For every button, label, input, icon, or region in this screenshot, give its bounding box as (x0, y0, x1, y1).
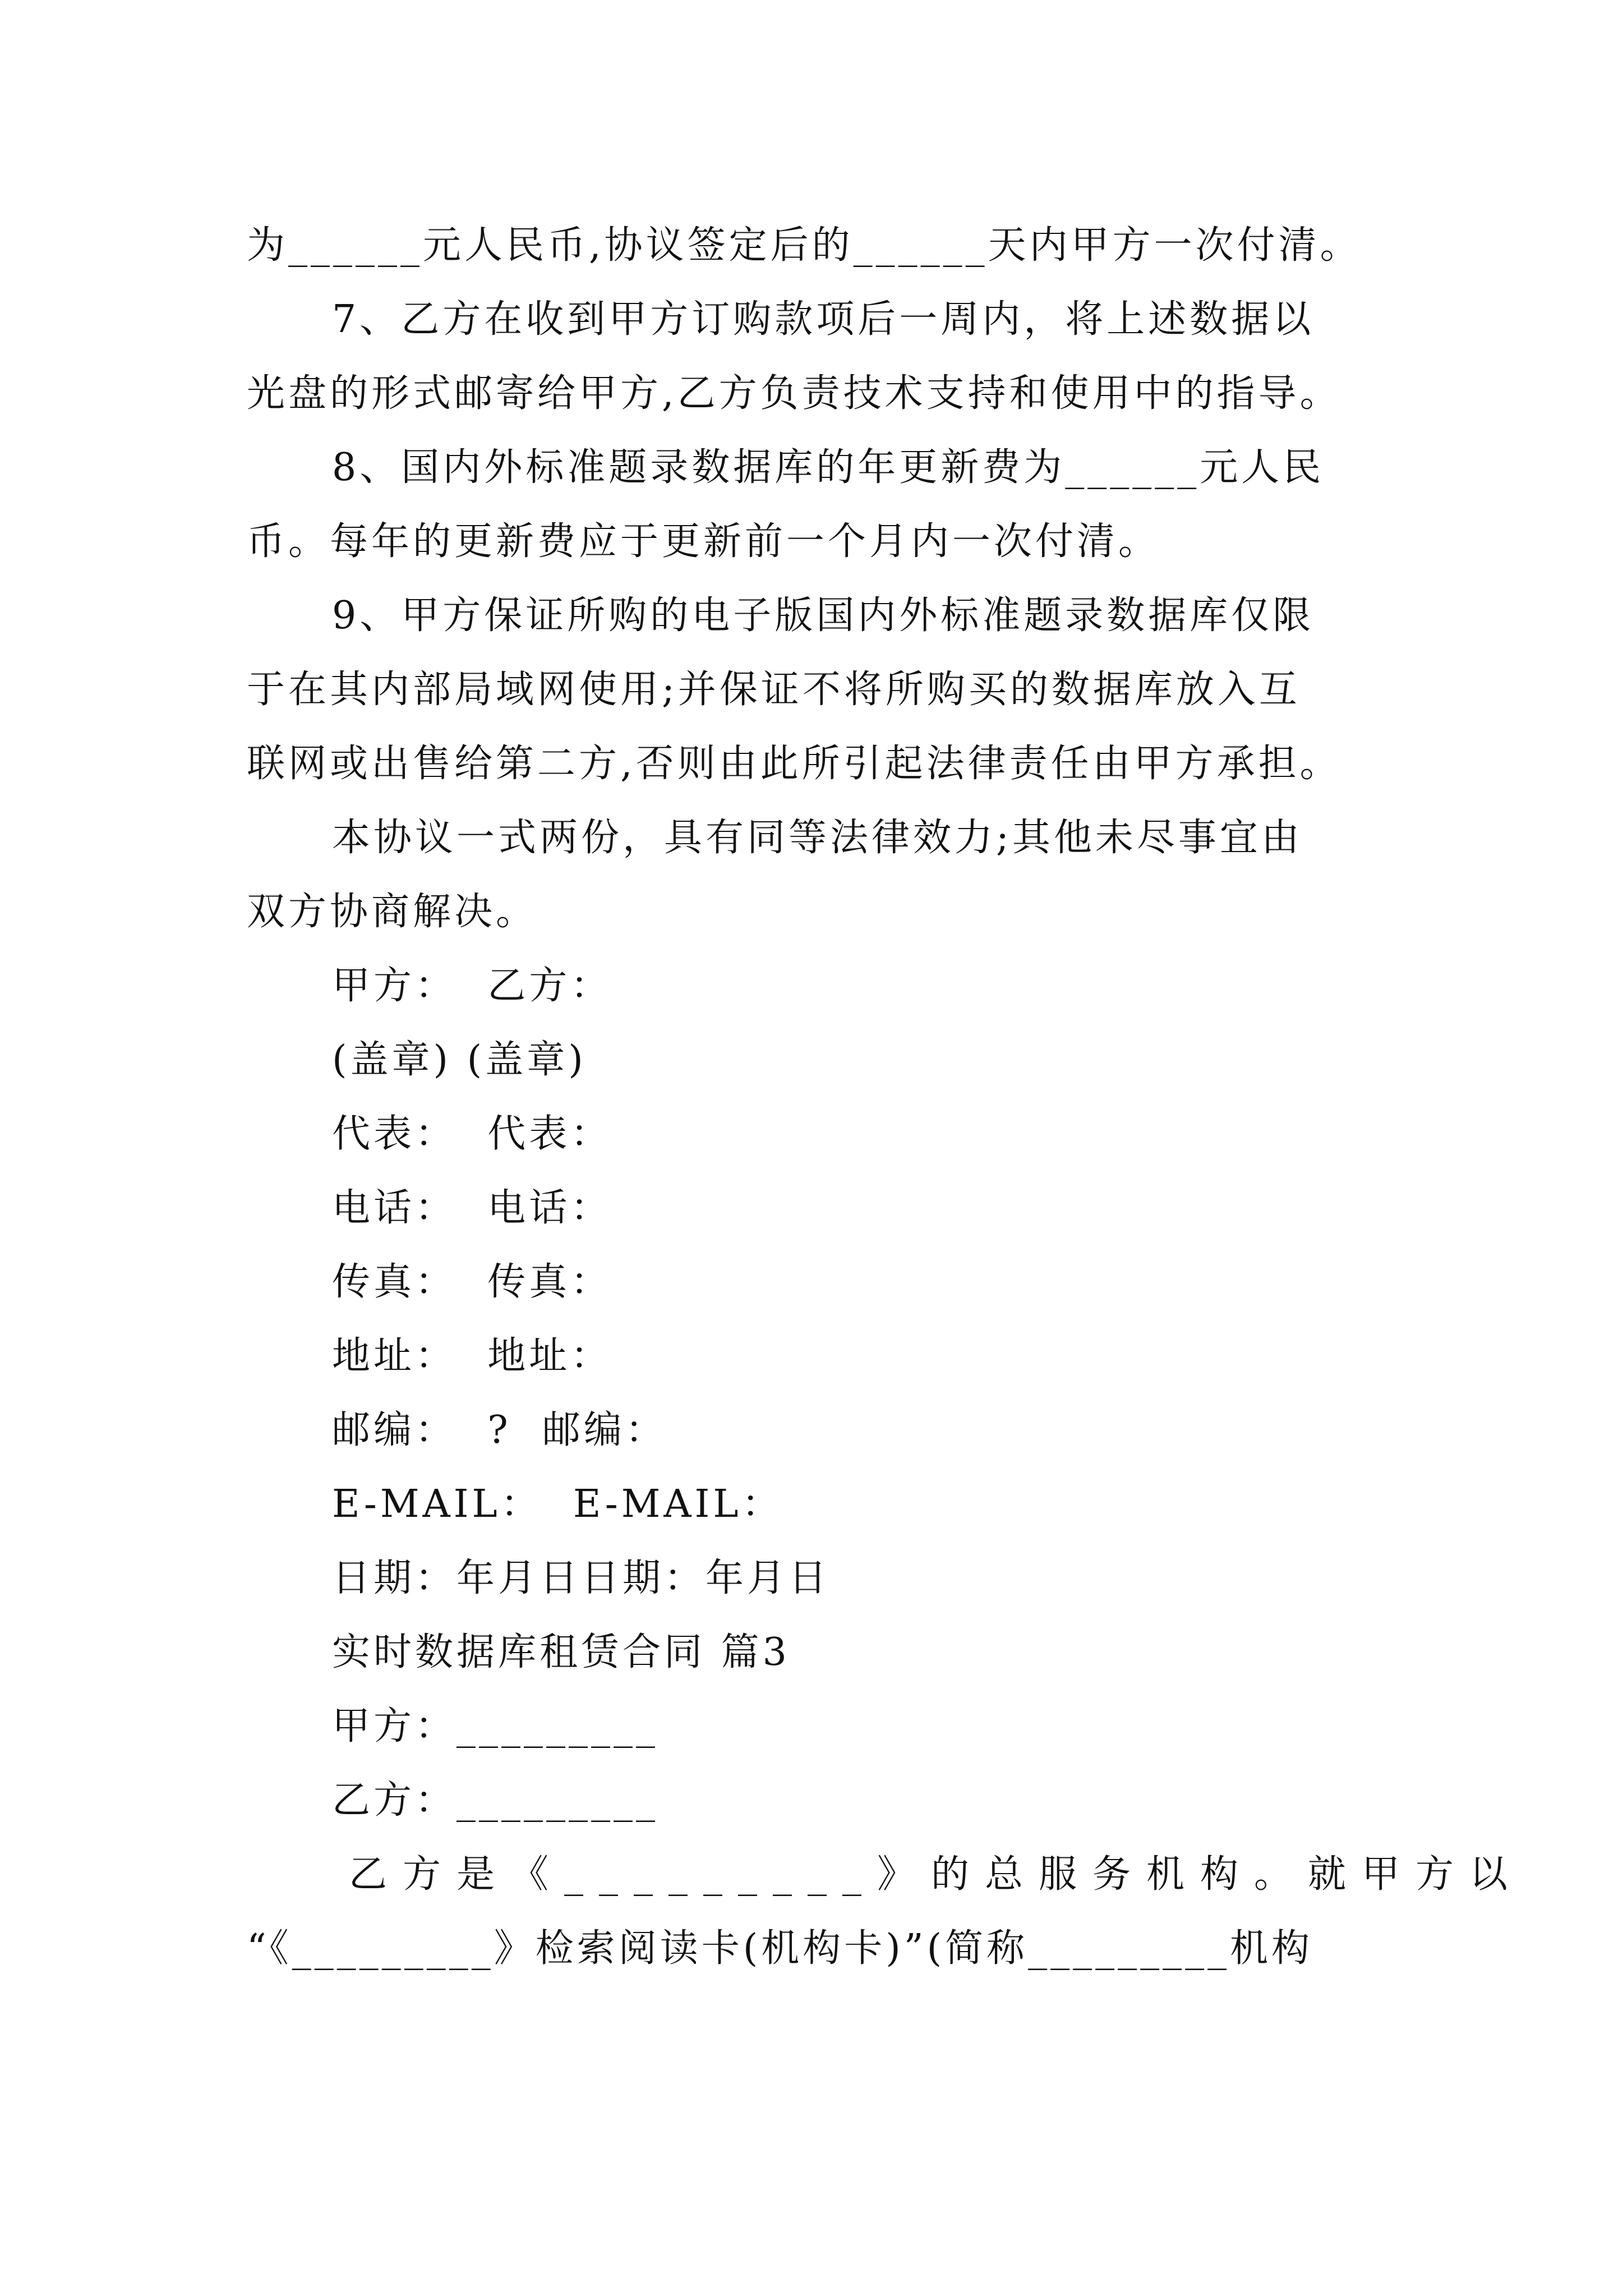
text-line: 9、甲方保证所购的电子版国内外标准题录数据库仅限 (332, 593, 1315, 638)
text-line: 币。每年的更新费应于更新前一个月内一次付清。 (247, 519, 1160, 564)
text-line: 甲方：_________ (332, 1704, 659, 1749)
text-line: 代表： 代表： (332, 1112, 612, 1156)
text-line: 甲方： 乙方： (332, 964, 612, 1008)
text-line: 于在其内部局域网使用;并保证不将所购买的数据库放入互 (247, 668, 1301, 712)
text-line: 双方协商解决。 (247, 890, 538, 934)
text-line: E-MAIL： E-MAIL： (332, 1482, 783, 1526)
text-line: 光盘的形式邮寄给甲方,乙方负责技术支持和使用中的指导。 (247, 371, 1341, 416)
text-line: 本协议一式两份，具有同等法律效力;其他未尽事宜由 (332, 816, 1303, 860)
text-line: 传真： 传真： (332, 1260, 612, 1304)
text-line: 乙方：_________ (332, 1778, 659, 1823)
text-line: 电话： 电话： (332, 1186, 612, 1230)
text-line: 8、国内外标准题录数据库的年更新费为______元人民 (332, 445, 1325, 490)
text-line: “《_________》检索阅读卡(机构卡)”(简称_________机构 (247, 1926, 1313, 1971)
text-line: 乙方是《_________》的总服务机构。就甲方以 (349, 1852, 1524, 1897)
text-line: (盖章) (盖章) (332, 1038, 587, 1082)
text-line: 邮编： ? 邮编： (332, 1408, 667, 1452)
text-line: 7、乙方在收到甲方订购款项后一周内，将上述数据以 (332, 297, 1315, 342)
section-heading: 实时数据库租赁合同 篇3 (332, 1630, 790, 1674)
text-line: 日期：年月日日期：年月日 (332, 1556, 831, 1600)
text-line: 联网或出售给第二方,否则由此所引起法律责任由甲方承担。 (247, 742, 1341, 786)
text-line: 为______元人民币,协议签定后的______天内甲方一次付清。 (247, 223, 1362, 268)
text-line: 地址： 地址： (332, 1334, 612, 1378)
